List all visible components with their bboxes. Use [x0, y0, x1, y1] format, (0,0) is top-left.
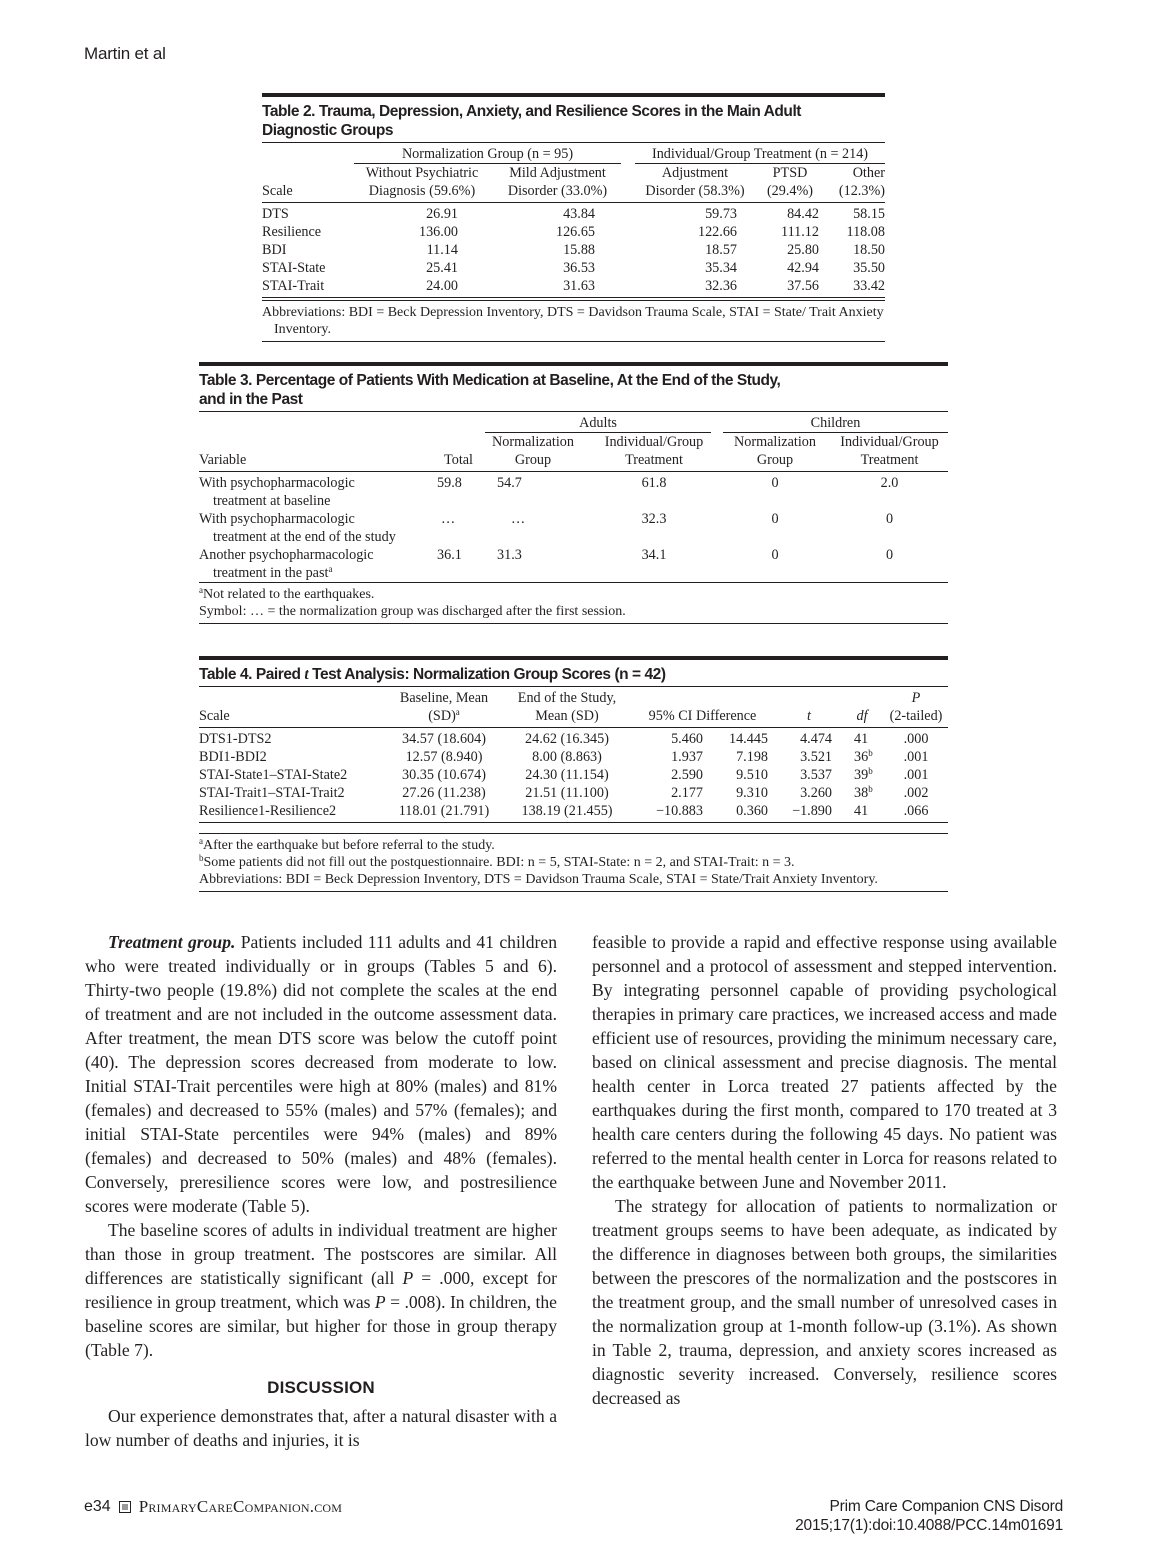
paragraph: The baseline scores of adults in individual treatment are higher than those in group treatment. The postscores are similar. All differences are statistically significant (all P = .000, except for resilience in group treatment, which was P = .008). In children, the baseline scores are similar, but higher for those in group therapy (Table 7). [85, 1220, 557, 1360]
table-cell: 84.42 [787, 206, 819, 222]
table-cell: 41 [854, 803, 869, 819]
table-cell: 111.12 [781, 224, 819, 240]
table-cell: 37.56 [787, 278, 819, 294]
row-label: With psychopharmacologic treatment at baseline [199, 475, 355, 509]
column-header: Scale [262, 183, 293, 199]
table-cell: 3.537 [800, 767, 832, 783]
footnote: Abbreviations: BDI = Beck Depression Inventory, DTS = Davidson Trauma Scale, STAI = State/Trait Anxiety Inventory. [199, 872, 878, 887]
table-cell: 36.53 [563, 260, 595, 276]
table-2 [262, 93, 885, 342]
table-cell: 9.510 [736, 767, 768, 783]
table-cell: 21.51 (11.100) [525, 785, 609, 801]
table-cell: 25.41 [426, 260, 458, 276]
table-cell: 5.460 [671, 731, 703, 747]
table-row [262, 223, 885, 241]
table-row [199, 784, 948, 802]
table-cell: 12.57 (8.940) [405, 749, 483, 765]
body-column-left [85, 930, 557, 1452]
table-title [262, 97, 885, 142]
row-label: BDI [262, 242, 287, 258]
table-cell: 39$^b$ [854, 766, 873, 783]
table-cell: 58.15 [853, 206, 885, 222]
group-header: Adults [485, 414, 711, 433]
table-row [262, 259, 885, 277]
column-header: (2-tailed) [889, 708, 943, 724]
row-label: BDI1-BDI2 [199, 749, 267, 765]
column-header: Baseline, Mean [399, 690, 489, 706]
table-row [199, 546, 948, 583]
table-row [262, 277, 885, 298]
square-bullet-icon [119, 1501, 131, 1513]
table-cell: 38$^b$ [854, 784, 873, 801]
column-header: Group [514, 452, 552, 468]
table-row [199, 728, 948, 749]
column-header: PTSD [772, 165, 808, 181]
table-cell: 41 [854, 731, 869, 747]
row-label: STAI-State1–STAI-State2 [199, 767, 348, 783]
row-label: With psychopharmacologic treatment at the end of the study [199, 511, 396, 545]
column-header: Disorder (33.0%) [507, 183, 608, 199]
table-cell: 27.26 (11.238) [402, 785, 486, 801]
table-4-grid [199, 686, 948, 823]
table-cell: 0 [771, 547, 779, 563]
journal-website-link[interactable]: PrimaryCareCompanion.com [138, 1497, 343, 1516]
table-cell: 0.360 [736, 803, 768, 819]
row-label: Resilience1-Resilience2 [199, 803, 337, 819]
table-cell: 24.30 (11.154) [525, 767, 609, 783]
column-header: t [807, 708, 811, 724]
row-label: DTS1-DTS2 [199, 731, 272, 747]
group-header: Normalization Group (n = 95) [354, 145, 621, 164]
table-cell: 18.50 [853, 242, 885, 258]
paragraph: Treatment group. Patients included 111 adults and 41 children who were treated individually or in groups (Tables 5 and 6). Thirty-two people (19.8%) did not complete the scales at the end of treatment and are not included in the outcome assessment data. After treatment, the mean DTS score was below the cutoff point (40). The depression scores decreased from moderate to low. Initial STAI-Trait percentiles were high at 80% (males) and 81% (females) and decreased to 55% (males) and 57% (females); and initial STAI-State percentiles were 94% (males) and 89% (females) and decreased to 50% (males) and 48% (females). Conversely, preresilience scores were low, and postresilience scores were moderate (Table 5). [85, 932, 557, 1216]
table-cell: 8.00 (8.863) [532, 749, 602, 765]
table-row [262, 203, 885, 224]
page-number: e34 [84, 1498, 111, 1515]
column-header: Individual/Group [840, 434, 939, 450]
column-header: (12.3%) [838, 183, 885, 199]
paragraph: Our experience demonstrates that, after a natural disaster with a low number of deaths and injuries, it is [85, 1406, 557, 1450]
table-3-grid [199, 411, 948, 583]
row-label: STAI-Trait [262, 278, 325, 294]
group-header: Children [723, 414, 948, 433]
table-title-line: Diagnostic Groups [262, 122, 394, 139]
section-heading: DISCUSSION [267, 1378, 375, 1397]
column-header: Other [852, 165, 885, 181]
table-cell: 59.8 [437, 475, 462, 491]
table-cell: 3.260 [800, 785, 832, 801]
column-header: Normalization [734, 434, 816, 450]
table-cell: 2.0 [880, 475, 899, 491]
table-cell: 43.84 [563, 206, 595, 222]
paragraph: The strategy for allocation of patients to normalization or treatment groups seems to have been adequate, as indicated by the difference in diagnoses between both groups, the similarities between the prescores of the normalization and the postscores in the treatment group, and the small number of unresolved cases in the normalization group at 1-month follow-up (3.1%). As shown in Table 2, trauma, depression, and anxiety scores increased as diagnostic severity increased. Conversely, resilience scores decreased as [592, 1196, 1057, 1408]
column-header: 95% CI Difference [648, 708, 757, 724]
table-cell: 14.445 [728, 731, 768, 747]
table-cell: 42.94 [787, 260, 819, 276]
journal-name: Prim Care Companion CNS Disord [829, 1498, 1063, 1515]
table-cell: −1.890 [792, 803, 832, 819]
table-cell: 15.88 [563, 242, 595, 258]
table-cell: 25.80 [787, 242, 819, 258]
column-header: Mean (SD) [535, 708, 599, 724]
table-cell: 54.7 [497, 475, 522, 491]
column-header: Normalization [492, 434, 574, 450]
column-header: Individual/Group [604, 434, 704, 450]
group-header: Individual/Group Treatment (n = 214) [635, 145, 885, 164]
table-cell: 11.14 [426, 242, 458, 258]
table-row [199, 748, 948, 766]
paragraph: feasible to provide a rapid and effective response using available personnel and a protocol of assessment and stepped intervention. By integrating personnel capable of providing psychological therapies in primary care practices, we increased access and made efficient use of resources, providing the minimum necessary care, based on clinical assessment and precise diagnosis. The mental health center in Lorca treated 27 patients affected by the earthquakes during the first month, compared to 170 treated at 3 health care centers during the following 45 days. No patient was referred to the mental health center in Lorca for reasons related to the earthquake between June and November 2011. [592, 932, 1057, 1192]
table-cell: 0 [771, 475, 779, 491]
table-cell: .066 [903, 803, 929, 819]
table-cell: −10.883 [655, 803, 703, 819]
row-label: DTS [262, 206, 289, 222]
table-cell: 0 [885, 547, 894, 563]
table-cell: 2.590 [671, 767, 703, 783]
table-notes [199, 583, 948, 624]
column-header: End of the Study, [517, 690, 617, 706]
column-header: Total [444, 452, 473, 468]
row-label: STAI-State [262, 260, 326, 276]
footnote: Symbol: … = the normalization group was discharged after the first session. [199, 604, 626, 619]
footnote: $^b$Some patients did not fill out the postquestionnaire. BDI: n = 5, STAI-State: n = 2, and STAI-Trait: n = 3. [199, 853, 795, 870]
table-cell: 24.62 (16.345) [525, 731, 609, 747]
column-header: (29.4%) [766, 183, 814, 199]
table-cell: 118.08 [846, 224, 885, 240]
table-cell: .000 [903, 731, 929, 747]
table-cell: 24.00 [426, 278, 458, 294]
column-header: P [911, 690, 921, 706]
table-cell: 2.177 [671, 785, 703, 801]
table-cell: 32.36 [705, 278, 737, 294]
doi-citation[interactable]: 2015;17(1):doi:10.4088/PCC.14m01691 [795, 1517, 1063, 1534]
table-cell: 33.42 [853, 278, 885, 294]
table-row [199, 802, 948, 823]
footer-left [84, 1497, 342, 1517]
body-column-right [592, 930, 1057, 1410]
row-label: Another psychopharmacologic treatment in the past$^a$ [199, 547, 374, 581]
table-cell: 36.1 [437, 547, 462, 563]
table-cell: 34.1 [641, 547, 667, 563]
table-cell: 59.73 [705, 206, 737, 222]
row-label: Resilience [262, 224, 322, 240]
table-cell: 4.474 [800, 731, 832, 747]
column-header: Scale [199, 708, 230, 724]
table-title-line: and in the Past [199, 391, 303, 408]
table-cell: 0 [885, 511, 894, 527]
table-cell: 18.57 [705, 242, 737, 258]
table-cell: … [511, 511, 526, 527]
table-row [199, 766, 948, 784]
column-header: Disorder (58.3%) [645, 183, 745, 199]
table-title [199, 366, 948, 411]
column-header: Treatment [625, 452, 683, 468]
table-notes [199, 833, 948, 892]
table-cell: 26.91 [426, 206, 458, 222]
table-cell: .001 [903, 767, 929, 783]
table-4 [199, 656, 948, 892]
table-cell: 35.34 [705, 260, 737, 276]
column-header: (SD)$^a$ [428, 707, 460, 724]
table-3 [199, 362, 948, 624]
table-cell: 31.3 [497, 547, 522, 563]
table-cell: 122.66 [697, 224, 737, 240]
table-cell: 34.57 (18.604) [402, 731, 486, 747]
table-row [199, 510, 948, 546]
column-header: df [856, 708, 868, 724]
running-head: Martin et al [84, 44, 166, 63]
table-cell: 30.35 (10.674) [402, 767, 486, 783]
column-header: Diagnosis (59.6%) [368, 183, 476, 199]
table-title-line: Table 2. Trauma, Depression, Anxiety, and Resilience Scores in the Main Adult [262, 103, 802, 120]
footnote: $^a$Not related to the earthquakes. [199, 585, 375, 602]
table-cell: 31.63 [563, 278, 595, 294]
table-cell: 61.8 [641, 475, 667, 491]
table-row [262, 241, 885, 259]
table-cell: 7.198 [736, 749, 768, 765]
table-cell: 118.01 (21.791) [398, 803, 490, 819]
table-cell: .002 [903, 785, 929, 801]
column-header: Without Psychiatric [365, 165, 479, 181]
column-header: Mild Adjustment [509, 165, 606, 181]
table-cell: 32.3 [641, 511, 667, 527]
table-cell: 36$^b$ [854, 748, 873, 765]
table-cell: 138.19 (21.455) [521, 803, 613, 819]
table-cell: 9.310 [736, 785, 768, 801]
table-title: Table 4. Paired t Test Analysis: Normalization Group Scores (n = 42) [199, 666, 666, 683]
table-cell: 1.937 [671, 749, 703, 765]
table-cell: 35.50 [853, 260, 885, 276]
column-header: Treatment [860, 452, 919, 468]
table-title-line: Table 3. Percentage of Patients With Medication at Baseline, At the End of the Study, [199, 372, 781, 389]
column-header: Adjustment [661, 165, 729, 181]
table-cell: 3.521 [800, 749, 832, 765]
table-note: Abbreviations: BDI = Beck Depression Inventory, DTS = Davidson Trauma Scale, STAI = State/ Trait Anxiety Inventory. [262, 300, 885, 342]
footer-citation [795, 1497, 1063, 1535]
table-cell: 136.00 [418, 224, 458, 240]
footnote: $^a$After the earthquake but before referral to the study. [199, 836, 495, 853]
table-cell: 126.65 [555, 224, 595, 240]
table-2-grid [262, 142, 885, 298]
table-cell: … [441, 511, 456, 527]
row-label: STAI-Trait1–STAI-Trait2 [199, 785, 345, 801]
table-cell: .001 [903, 749, 929, 765]
column-header: Group [756, 452, 794, 468]
column-header: Variable [199, 452, 247, 468]
table-row [199, 472, 948, 511]
table-cell: 0 [771, 511, 779, 527]
